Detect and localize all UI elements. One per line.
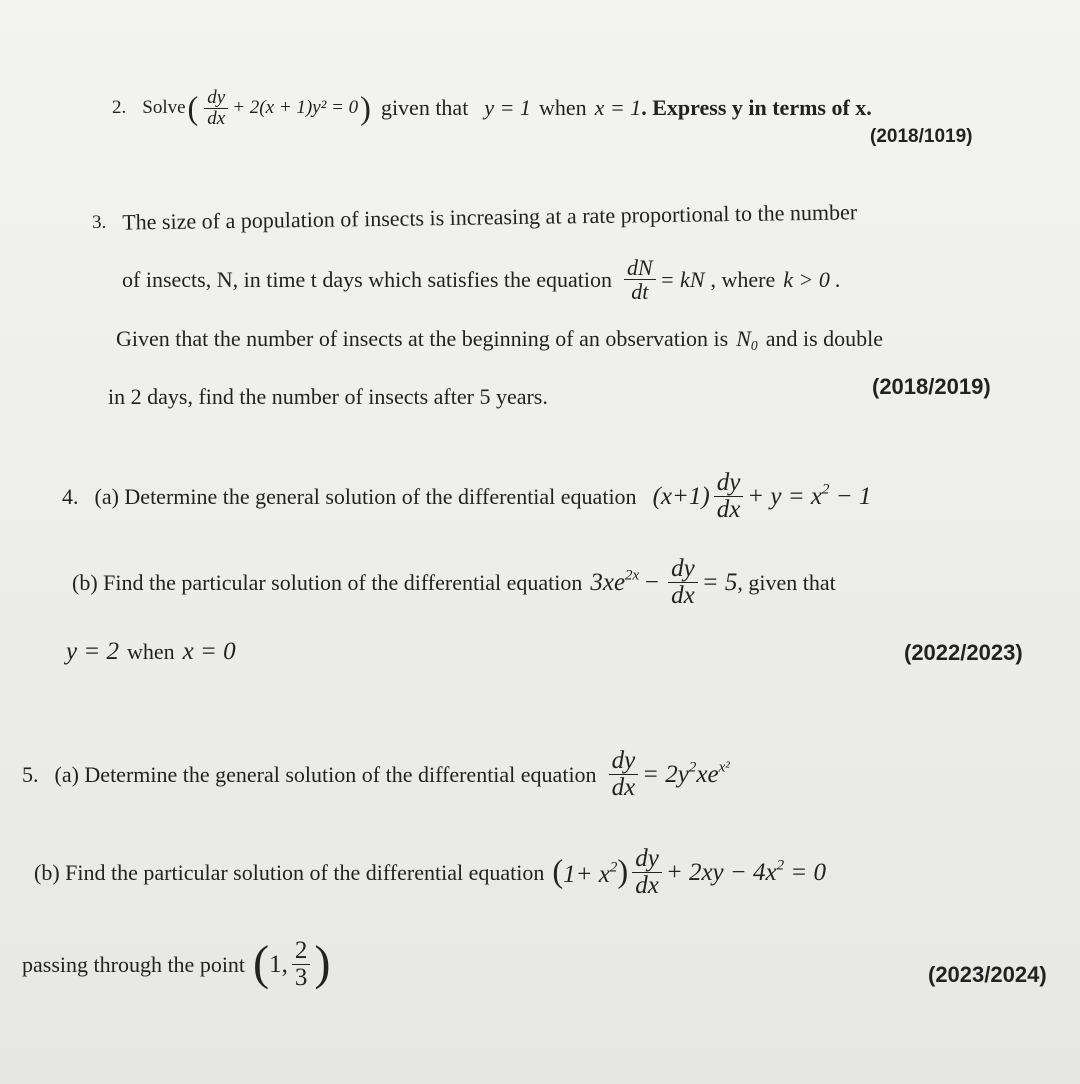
q3-line4: [108, 384, 548, 410]
q5-a-rhs: = $2y^2xe^{x^2}$: [642, 759, 730, 788]
q3-text-line1: The size of a population of insects is increasing at a rate proportional to the number: [122, 199, 858, 235]
q2-cond-x: x = 1: [594, 95, 642, 121]
q3-line2: [122, 256, 841, 303]
q5-line-a: [22, 748, 730, 802]
q5-b-text: (b) Find the particular solution of the differential equation: [34, 859, 545, 885]
q4-number: 4.: [62, 483, 79, 509]
q4-cond-x: x = 0: [182, 638, 236, 665]
q3-text-line3a: Given that the number of insects at the beginning of an observation is: [116, 326, 729, 351]
q5-point-close: ): [314, 937, 331, 991]
q5-number: 5.: [22, 761, 39, 787]
q2-year: (2018/1019): [870, 126, 973, 147]
q4-a-rhs: + $y = x^2 - 1$: [747, 481, 872, 510]
q4-year: (2022/2023): [904, 640, 1023, 665]
q4-when: when: [126, 639, 175, 664]
q2-line1: [112, 88, 872, 129]
q2-equation-rest: + 2(x + 1)y² = 0: [232, 97, 359, 119]
q2-solve: Solve: [142, 97, 186, 119]
q3-line3: [116, 326, 883, 352]
q5-year: (2023/2024): [928, 962, 1047, 987]
q4-b-text: (b) Find the particular solution of the differential equation: [72, 569, 583, 595]
q4-a-lhs: (x+1): [652, 482, 710, 510]
q5-b-rhs: + $2xy - 4x^2 = 0$: [665, 857, 826, 886]
q4-line-c: [66, 638, 236, 666]
q4-line-a: [62, 470, 871, 524]
q4-b-lhs: $3xe^{2x}$: [590, 567, 640, 596]
q3-number: 3.: [91, 211, 107, 233]
q2-open-brace: (: [187, 89, 199, 126]
q5-a-derivative: $\frac{dy}{dx}$: [609, 748, 639, 802]
q5-line-b: [34, 846, 826, 900]
q3-line1: [92, 199, 857, 236]
q4-cond-y: y = 2: [66, 638, 119, 665]
q5-point-open: (: [253, 937, 270, 991]
q3-condition: k > 0 .: [783, 266, 841, 292]
q3-derivative: $\frac{dN}{dt}$: [624, 256, 656, 303]
q3-text-line4: in 2 days, find the number of insects after 5 years.: [108, 384, 548, 409]
q4-a-derivative: $\frac{dy}{dx}$: [714, 470, 744, 524]
q4-a-text: (a) Determine the general solution of the differential equation: [94, 483, 637, 509]
q3-where: , where: [710, 266, 776, 292]
q5-line-c: [22, 938, 331, 992]
q4-b-derivative: $\frac{dy}{dx}$: [668, 556, 698, 610]
q3-year: (2018/2019): [872, 374, 991, 399]
q5-c-text: passing through the point: [22, 951, 246, 977]
q4-b-tail: , given that: [737, 569, 836, 595]
q5-b-lhs: $(1+ x^2)$: [552, 854, 629, 891]
q3-text-line3b: and is double: [765, 326, 884, 351]
q5-point-x: 1,: [269, 950, 288, 978]
q5-a-text: (a) Determine the general solution of the differential equation: [54, 761, 597, 787]
q4-b-minus: −: [643, 568, 661, 596]
q2-given: given that: [380, 95, 469, 121]
q2-when: when: [538, 95, 587, 121]
q3-equation-rhs: = kN: [659, 266, 705, 292]
q4-line-b: [72, 556, 836, 610]
q5-point-fraction: $\frac{2}{3}$: [292, 938, 311, 992]
q3-text-line2a: of insects, N, in time t days which satisfies the equation: [122, 266, 613, 292]
q4-b-rhs: = 5: [701, 568, 738, 596]
q2-express: . Express y in terms of x.: [641, 95, 872, 121]
q2-number: 2.: [112, 97, 127, 119]
q2-close-brace: ): [360, 89, 371, 126]
q2-cond-y: y = 1: [484, 95, 531, 121]
q3-n0: $N_0$: [736, 326, 758, 354]
q5-b-derivative: $\frac{dy}{dx}$: [632, 846, 662, 900]
q2-derivative: $\frac{dy}{dx}$: [204, 88, 228, 129]
